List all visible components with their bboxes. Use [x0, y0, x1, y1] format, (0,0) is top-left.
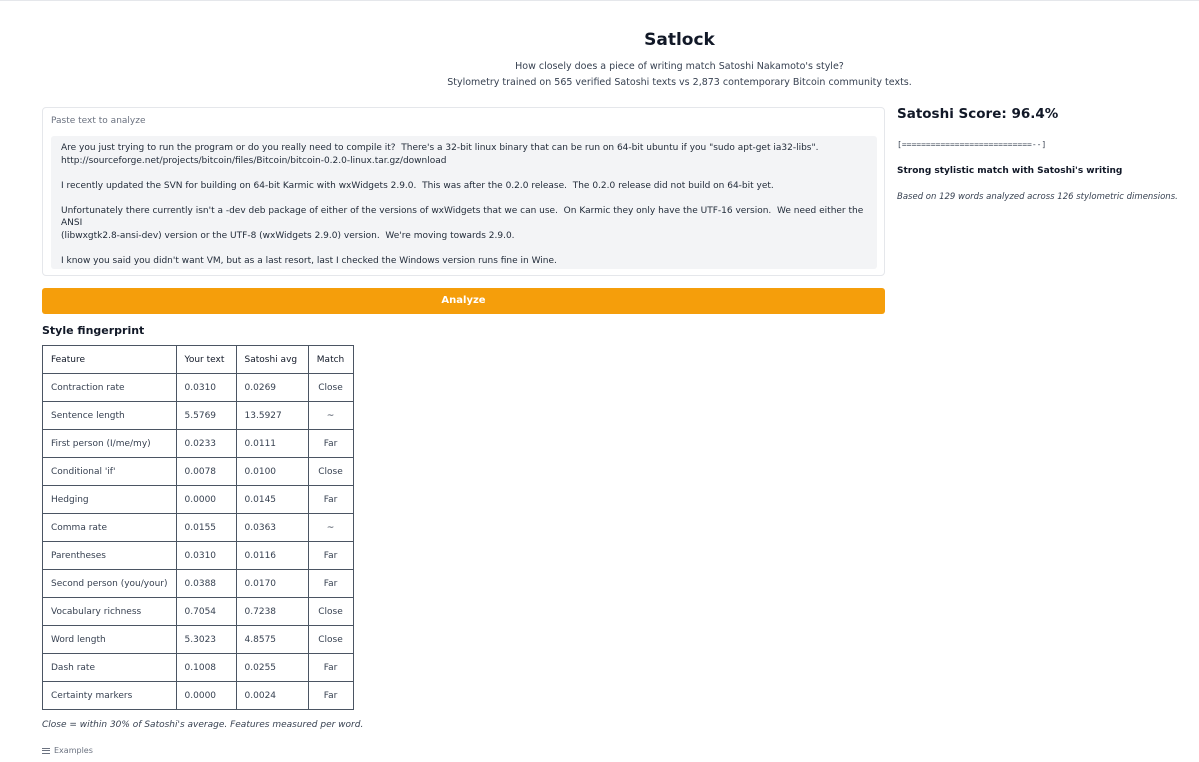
analyze-button[interactable]: Analyze [42, 288, 885, 314]
satoshi-avg-cell: 0.0100 [236, 458, 308, 486]
satoshi-avg-cell: 0.0255 [236, 654, 308, 682]
fingerprint-title: Style fingerprint [42, 324, 145, 337]
your-text-cell: 0.0388 [176, 570, 236, 598]
feature-cell: Conditional 'if' [43, 458, 177, 486]
your-text-cell: 5.3023 [176, 626, 236, 654]
match-cell: Close [308, 458, 353, 486]
feature-cell: Second person (you/your) [43, 570, 177, 598]
examples-label: Examples [54, 746, 93, 755]
your-text-cell: 0.7054 [176, 598, 236, 626]
match-cell: Close [308, 598, 353, 626]
top-divider [0, 0, 1199, 1]
subtitle-line-2: Stylometry trained on 565 verified Satoshi texts vs 2,873 contemporary Bitcoin community texts. [447, 77, 912, 88]
match-cell: Far [308, 682, 353, 710]
match-cell: Far [308, 654, 353, 682]
column-header-your-text: Your text [176, 346, 236, 374]
table-row [43, 570, 354, 598]
table-row [43, 402, 354, 430]
your-text-cell: 0.1008 [176, 654, 236, 682]
fingerprint-footnote: Close = within 30% of Satoshi's average. Features measured per word. [42, 720, 364, 730]
feature-cell: Certainty markers [43, 682, 177, 710]
your-text-cell: 0.0233 [176, 430, 236, 458]
table-row [43, 598, 354, 626]
feature-cell: Contraction rate [43, 374, 177, 402]
match-cell: Close [308, 626, 353, 654]
column-header-satoshi-avg: Satoshi avg [236, 346, 308, 374]
column-header-feature: Feature [43, 346, 177, 374]
feature-cell: Hedging [43, 486, 177, 514]
satoshi-avg-cell: 4.8575 [236, 626, 308, 654]
column-header-match: Match [308, 346, 353, 374]
app-subtitle [0, 59, 1199, 91]
table-row [43, 626, 354, 654]
feature-cell: Comma rate [43, 514, 177, 542]
satoshi-avg-cell: 0.0024 [236, 682, 308, 710]
feature-cell: Parentheses [43, 542, 177, 570]
match-cell: Far [308, 570, 353, 598]
your-text-cell: 0.0000 [176, 486, 236, 514]
match-cell: ~ [308, 514, 353, 542]
table-row [43, 374, 354, 402]
your-text-cell: 0.0000 [176, 682, 236, 710]
table-row [43, 654, 354, 682]
table-row [43, 514, 354, 542]
satoshi-avg-cell: 0.0145 [236, 486, 308, 514]
your-text-cell: 0.0310 [176, 542, 236, 570]
subtitle-line-1: How closely does a piece of writing match Satoshi Nakamoto's style? [515, 61, 844, 72]
input-paragraph: Are you just trying to run the program or do you really need to compile it? There's a 32-bit linux binary that can be run on 64-bit ubuntu if you "sudo apt-get ia32-libs". http://sourceforge.net/projects/bitcoin/files/Bitcoin/bitcoin-0.2.0-linux.tar.gz/download [61, 143, 819, 166]
table-row [43, 486, 354, 514]
match-cell: Far [308, 542, 353, 570]
table-row [43, 458, 354, 486]
match-cell: Far [308, 486, 353, 514]
feature-cell: First person (I/me/my) [43, 430, 177, 458]
input-paragraph: I know you said you didn't want VM, but as a last resort, last I checked the Windows version runs fine in Wine. [61, 255, 557, 266]
table-row [43, 542, 354, 570]
match-cell: ~ [308, 402, 353, 430]
satoshi-avg-cell: 0.0269 [236, 374, 308, 402]
satoshi-avg-cell: 0.0363 [236, 514, 308, 542]
your-text-cell: 0.0155 [176, 514, 236, 542]
examples-toggle[interactable] [42, 746, 93, 755]
app-header [0, 30, 1199, 50]
your-text-cell: 0.0310 [176, 374, 236, 402]
feature-cell: Sentence length [43, 402, 177, 430]
text-input-panel [42, 107, 885, 276]
match-cell: Close [308, 374, 353, 402]
satoshi-avg-cell: 0.0170 [236, 570, 308, 598]
score-verdict: Strong stylistic match with Satoshi's writing [897, 166, 1123, 176]
fingerprint-table [42, 345, 354, 710]
table-row [43, 682, 354, 710]
feature-cell: Dash rate [43, 654, 177, 682]
input-paragraph: Unfortunately there currently isn't a -dev deb package of either of the versions of wxWidgets that we can use. On Karmic they only have the UTF-16 version. We need either the ANSI (libwxgtk2.8-ansi-dev) version or the UTF-8 (wxWidgets 2.9.0) version. We're moving towards 2.9.0. [61, 205, 864, 241]
input-paragraph: I recently updated the SVN for building on 64-bit Karmic with wxWidgets 2.9.0. This was after the 0.2.0 release. The 0.2.0 release did not build on 64-bit yet. [61, 180, 774, 191]
list-icon [42, 748, 50, 754]
satoshi-avg-cell: 0.7238 [236, 598, 308, 626]
match-cell: Far [308, 430, 353, 458]
table-header-row [43, 346, 354, 374]
satoshi-avg-cell: 0.0111 [236, 430, 308, 458]
your-text-cell: 0.0078 [176, 458, 236, 486]
table-row [43, 430, 354, 458]
input-label: Paste text to analyze [51, 116, 146, 126]
satoshi-score: Satoshi Score: 96.4% [897, 106, 1059, 122]
your-text-cell: 5.5769 [176, 402, 236, 430]
app-title: Satlock [644, 30, 715, 50]
score-bar: [===========================--] [897, 140, 1047, 149]
satoshi-avg-cell: 0.0116 [236, 542, 308, 570]
score-basis: Based on 129 words analyzed across 126 stylometric dimensions. [897, 192, 1178, 202]
feature-cell: Vocabulary richness [43, 598, 177, 626]
satoshi-avg-cell: 13.5927 [236, 402, 308, 430]
analyze-textarea[interactable] [51, 136, 877, 269]
feature-cell: Word length [43, 626, 177, 654]
